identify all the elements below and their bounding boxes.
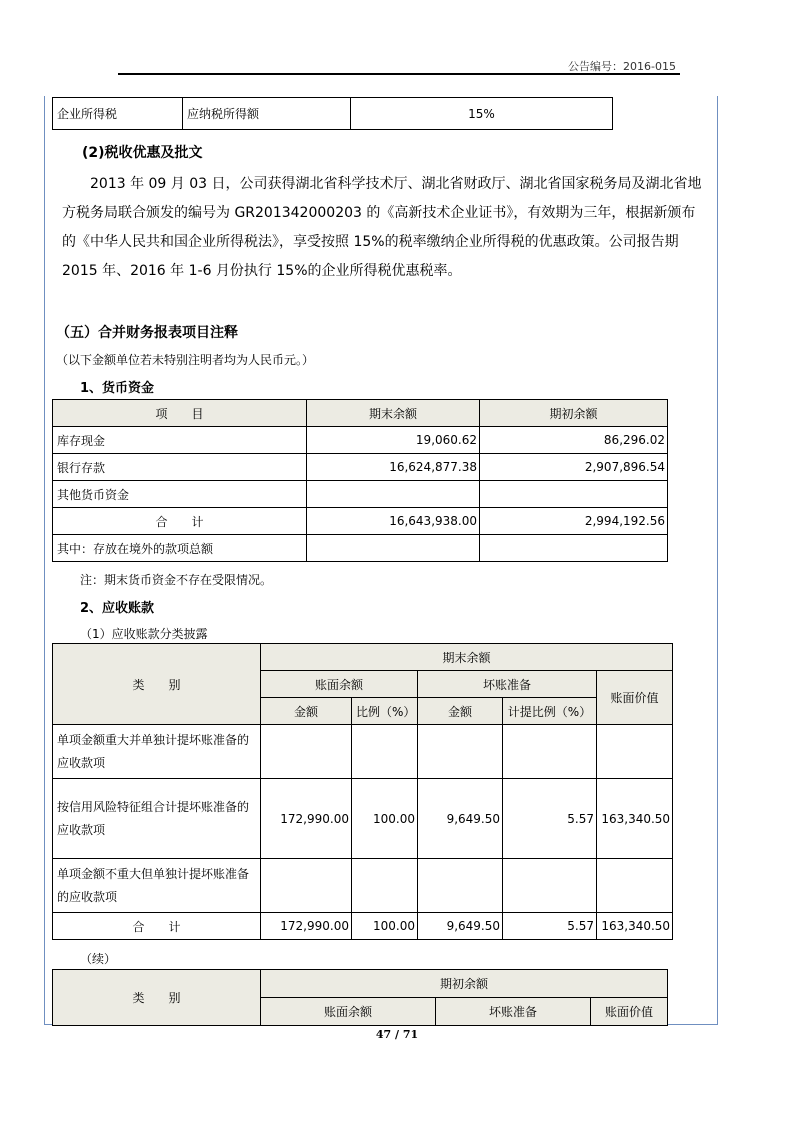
beginning-balance: 86,296.02 xyxy=(480,427,668,454)
book-value-cell xyxy=(597,725,673,779)
book-balance-header: 账面余额 xyxy=(261,998,436,1026)
amount-header: 金额 xyxy=(418,698,503,725)
table-row xyxy=(53,913,673,940)
book-value-cell: 163,340.50 xyxy=(597,779,673,859)
ratio-cell: 5.57 xyxy=(503,913,597,940)
table-row xyxy=(53,725,673,779)
ending-balance xyxy=(307,535,480,562)
receivables-continued-table xyxy=(52,969,668,1026)
cash-heading: 1、货币资金 xyxy=(80,381,155,396)
provision-ratio-header: 计提比例（%） xyxy=(503,698,597,725)
table-header-row xyxy=(53,970,668,998)
amount-cell: 172,990.00 xyxy=(261,913,352,940)
category-header: 类 别 xyxy=(53,970,261,1026)
tax-incentive-paragraph: 2013 年 09 月 03 日，公司获得湖北省科学技术厅、湖北省财政厅、湖北省国家税务局及湖北省地方税务局联合颁发的编号为 GR201342000203 的《高新技术企业证书》，有效期为三年，根据新颁布的《中华人民共和国企业所得税法》，享受按照 15%的税率缴纳企业所得税的优惠政策。公司报告期 2015 年、2016 年 1-6 月份执行 15%的企业所得税优惠税率。 xyxy=(62,176,702,279)
amount-cell: 9,649.50 xyxy=(418,913,503,940)
amount-cell: 9,649.50 xyxy=(418,779,503,859)
ratio-header: 比例（%） xyxy=(352,698,418,725)
total-label: 合 计 xyxy=(53,508,307,535)
table-row xyxy=(53,535,668,562)
beginning-balance-header: 期初余额 xyxy=(261,970,668,998)
column-header: 项 目 xyxy=(53,400,307,427)
ratio-cell: 5.57 xyxy=(503,779,597,859)
bad-debt-header: 坏账准备 xyxy=(436,998,591,1026)
tax-incentive-heading: (2)税收优惠及批文 xyxy=(82,145,203,161)
book-value-header: 账面价值 xyxy=(591,998,668,1026)
ratio-cell: 100.00 xyxy=(352,779,418,859)
beginning-balance xyxy=(480,481,668,508)
cash-footnote: 注：期末货币资金不存在受限情况。 xyxy=(80,573,273,587)
cash-table xyxy=(52,399,668,562)
tax-base-cell: 应纳税所得额 xyxy=(183,98,351,130)
tax-name-cell: 企业所得税 xyxy=(53,98,183,130)
ratio-cell: 100.00 xyxy=(352,913,418,940)
table-header-row xyxy=(53,400,668,427)
book-value-cell xyxy=(597,859,673,913)
table-row xyxy=(53,454,668,481)
table-row xyxy=(53,508,668,535)
receivables-heading: 2、应收账款 xyxy=(80,601,155,616)
ending-balance-header: 期末余额 xyxy=(261,644,673,671)
beginning-balance: 2,994,192.56 xyxy=(480,508,668,535)
table-row xyxy=(53,98,613,130)
row-label: 其他货币资金 xyxy=(53,481,307,508)
header-rule xyxy=(118,73,680,75)
ratio-cell xyxy=(352,859,418,913)
ending-balance: 19,060.62 xyxy=(307,427,480,454)
ratio-cell xyxy=(503,725,597,779)
table-row xyxy=(53,427,668,454)
total-label: 合 计 xyxy=(53,913,261,940)
table-row xyxy=(53,859,673,913)
beginning-balance xyxy=(480,535,668,562)
amount-cell xyxy=(418,859,503,913)
column-header: 期末余额 xyxy=(307,400,480,427)
bad-debt-header: 坏账准备 xyxy=(418,671,597,698)
receivables-subheading: （1）应收账款分类披露 xyxy=(80,627,208,641)
row-label: 单项金额重大并单独计提坏账准备的应收款项 xyxy=(53,725,261,779)
tax-rate-table xyxy=(52,97,613,130)
ratio-cell xyxy=(352,725,418,779)
book-balance-header: 账面余额 xyxy=(261,671,418,698)
book-value-header: 账面价值 xyxy=(597,671,673,725)
row-label: 库存现金 xyxy=(53,427,307,454)
row-label: 单项金额不重大但单独计提坏账准备的应收款项 xyxy=(53,859,261,913)
ending-balance: 16,643,938.00 xyxy=(307,508,480,535)
ending-balance: 16,624,877.38 xyxy=(307,454,480,481)
row-label: 按信用风险特征组合计提坏账准备的应收款项 xyxy=(53,779,261,859)
category-header: 类 别 xyxy=(53,644,261,725)
ratio-cell xyxy=(503,859,597,913)
ending-balance xyxy=(307,481,480,508)
beginning-balance: 2,907,896.54 xyxy=(480,454,668,481)
currency-note: （以下金额单位若未特别注明者均为人民币元。） xyxy=(56,353,315,367)
amount-header: 金额 xyxy=(261,698,352,725)
table-row xyxy=(53,779,673,859)
continued-label: （续） xyxy=(80,952,117,966)
announcement-number: 公告编号：2016-015 xyxy=(568,60,676,73)
amount-cell: 172,990.00 xyxy=(261,779,352,859)
section-heading: （五）合并财务报表项目注释 xyxy=(56,325,238,341)
amount-cell xyxy=(261,859,352,913)
row-label: 其中：存放在境外的款项总额 xyxy=(53,535,307,562)
receivables-table xyxy=(52,643,673,940)
table-header-row xyxy=(53,644,673,671)
book-value-cell: 163,340.50 xyxy=(597,913,673,940)
table-row xyxy=(53,481,668,508)
tax-rate-cell: 15% xyxy=(351,98,613,130)
page-number: 47 / 71 xyxy=(375,1028,419,1041)
column-header: 期初余额 xyxy=(480,400,668,427)
row-label: 银行存款 xyxy=(53,454,307,481)
amount-cell xyxy=(418,725,503,779)
amount-cell xyxy=(261,725,352,779)
